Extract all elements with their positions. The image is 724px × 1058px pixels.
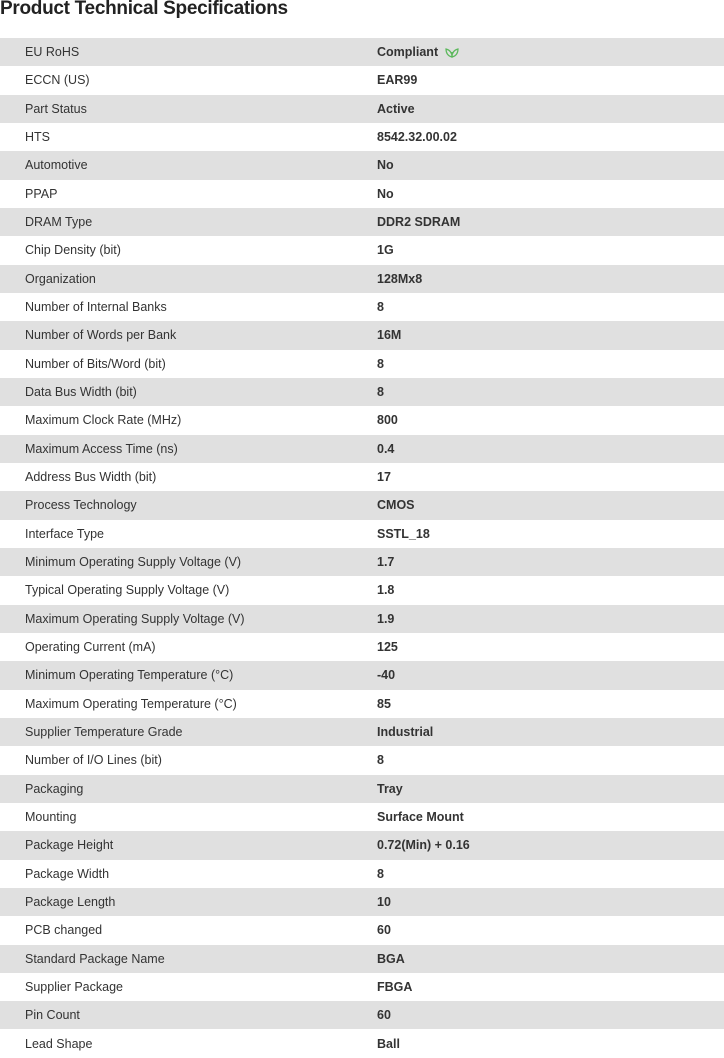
specifications-table <box>0 38 724 1058</box>
spec-value-text: Surface Mount <box>377 810 464 825</box>
spec-value <box>377 527 430 541</box>
spec-value <box>377 102 415 116</box>
spec-row <box>0 95 724 123</box>
spec-row <box>0 208 724 236</box>
spec-row <box>0 831 724 859</box>
spec-row <box>0 66 724 94</box>
spec-label: Supplier Package <box>25 979 123 994</box>
spec-value <box>377 73 417 87</box>
spec-value-text: 8542.32.00.02 <box>377 130 457 145</box>
spec-row <box>0 123 724 151</box>
spec-value-text: 17 <box>377 470 391 485</box>
spec-label: Packaging <box>25 781 84 796</box>
spec-value <box>377 442 394 456</box>
spec-value <box>377 1008 391 1022</box>
spec-row <box>0 718 724 746</box>
spec-value <box>377 810 464 824</box>
spec-row <box>0 690 724 718</box>
spec-value <box>377 753 384 767</box>
spec-value <box>377 1037 400 1051</box>
spec-label: Maximum Operating Supply Voltage (V) <box>25 611 245 626</box>
spec-value-text: Ball <box>377 1036 400 1051</box>
spec-value <box>377 187 394 201</box>
spec-value-text: 0.4 <box>377 441 395 456</box>
spec-label: Package Width <box>25 866 110 881</box>
spec-value-text: 8 <box>377 300 384 315</box>
spec-value-text: 1.9 <box>377 611 395 626</box>
spec-value <box>377 158 394 172</box>
spec-value-text: DDR2 SDRAM <box>377 215 461 230</box>
spec-value-text: 8 <box>377 866 384 881</box>
spec-row <box>0 576 724 604</box>
spec-label: Mounting <box>25 810 77 825</box>
spec-label: Pin Count <box>25 1008 80 1023</box>
spec-label: Number of Bits/Word (bit) <box>25 356 166 371</box>
spec-value-text: No <box>377 158 394 173</box>
spec-value-text: 85 <box>377 696 391 711</box>
spec-value-text: BGA <box>377 951 405 966</box>
spec-value <box>377 923 391 937</box>
spec-value <box>377 328 401 342</box>
spec-label: Lead Shape <box>25 1036 93 1051</box>
spec-value <box>377 385 384 399</box>
spec-row <box>0 775 724 803</box>
spec-label: Process Technology <box>25 498 137 513</box>
spec-row <box>0 888 724 916</box>
spec-value <box>377 300 384 314</box>
spec-value-text: No <box>377 186 394 201</box>
spec-label: Organization <box>25 271 96 286</box>
spec-row <box>0 265 724 293</box>
spec-row <box>0 236 724 264</box>
spec-row <box>0 633 724 661</box>
spec-label: DRAM Type <box>25 215 93 230</box>
spec-label: Maximum Clock Rate (MHz) <box>25 413 182 428</box>
spec-value-text: 16M <box>377 328 402 343</box>
spec-label: Automotive <box>25 158 88 173</box>
spec-row <box>0 945 724 973</box>
spec-value-text: 0.72(Min) + 0.16 <box>377 838 470 853</box>
spec-row <box>0 378 724 406</box>
spec-label: Chip Density (bit) <box>25 243 121 258</box>
spec-value-text: 1.8 <box>377 583 395 598</box>
spec-value-text: 60 <box>377 923 391 938</box>
spec-label: HTS <box>25 130 50 145</box>
spec-value <box>377 215 460 229</box>
spec-value-text: -40 <box>377 668 396 683</box>
spec-row <box>0 860 724 888</box>
spec-row <box>0 151 724 179</box>
page-title: Product Technical Specifications <box>0 0 288 19</box>
spec-value-text: FBGA <box>377 979 413 994</box>
spec-row <box>0 605 724 633</box>
spec-row <box>0 661 724 689</box>
spec-value-text: 8 <box>377 356 384 371</box>
spec-label: Number of Internal Banks <box>25 300 167 315</box>
spec-label: Operating Current (mA) <box>25 640 156 655</box>
spec-row <box>0 1029 724 1057</box>
spec-value-text: 1.7 <box>377 555 395 570</box>
spec-label: Maximum Operating Temperature (°C) <box>25 696 237 711</box>
spec-row <box>0 548 724 576</box>
spec-value <box>377 45 459 59</box>
spec-value <box>377 952 405 966</box>
spec-value <box>377 272 422 286</box>
spec-value-text: 128Mx8 <box>377 271 423 286</box>
spec-value-text: Tray <box>377 781 403 796</box>
spec-label: Supplier Temperature Grade <box>25 725 183 740</box>
leaf-icon <box>445 46 459 58</box>
spec-value-text: 8 <box>377 385 384 400</box>
spec-label: Minimum Operating Supply Voltage (V) <box>25 555 242 570</box>
spec-value <box>377 838 470 852</box>
spec-row <box>0 491 724 519</box>
spec-value-text: Industrial <box>377 725 434 740</box>
spec-value-text: 800 <box>377 413 398 428</box>
spec-value <box>377 697 391 711</box>
spec-row <box>0 435 724 463</box>
spec-value-text: 10 <box>377 895 391 909</box>
spec-value <box>377 470 391 484</box>
spec-value <box>377 583 394 597</box>
spec-value <box>377 498 415 512</box>
spec-value <box>377 640 398 654</box>
spec-row <box>0 463 724 491</box>
spec-row <box>0 293 724 321</box>
spec-value <box>377 243 394 257</box>
spec-value <box>377 555 394 569</box>
spec-value <box>377 668 395 682</box>
spec-label: PPAP <box>25 186 58 201</box>
spec-value-text: 125 <box>377 640 398 655</box>
spec-row <box>0 1001 724 1029</box>
spec-value <box>377 980 412 994</box>
spec-row <box>0 803 724 831</box>
spec-value <box>377 867 384 881</box>
spec-value-text: 60 <box>377 1008 391 1023</box>
spec-row <box>0 321 724 349</box>
spec-label: Typical Operating Supply Voltage (V) <box>25 583 230 598</box>
spec-label: ECCN (US) <box>25 73 90 88</box>
spec-value <box>377 357 384 371</box>
spec-row <box>0 973 724 1001</box>
spec-value-text: 1G <box>377 243 394 258</box>
spec-label: Part Status <box>25 101 87 116</box>
spec-label: Package Length <box>25 895 116 909</box>
spec-row <box>0 406 724 434</box>
spec-label: Address Bus Width (bit) <box>25 470 157 485</box>
spec-row <box>0 180 724 208</box>
spec-row <box>0 916 724 944</box>
spec-value <box>377 895 391 909</box>
spec-label: Standard Package Name <box>25 951 165 966</box>
spec-label: Minimum Operating Temperature (°C) <box>25 668 234 683</box>
spec-label: Maximum Access Time (ns) <box>25 441 178 456</box>
spec-label: PCB changed <box>25 923 103 938</box>
spec-label: Number of Words per Bank <box>25 328 177 343</box>
spec-value-text: Active <box>377 101 415 116</box>
spec-label: Data Bus Width (bit) <box>25 385 137 400</box>
spec-label: Number of I/O Lines (bit) <box>25 753 162 768</box>
spec-row <box>0 38 724 66</box>
spec-label: Package Height <box>25 838 114 853</box>
spec-row <box>0 350 724 378</box>
spec-value <box>377 413 398 427</box>
spec-value <box>377 130 457 144</box>
spec-value <box>377 782 403 796</box>
spec-label: EU RoHS <box>25 45 80 60</box>
spec-value-text: SSTL_18 <box>377 526 430 541</box>
spec-value <box>377 725 433 739</box>
spec-row <box>0 746 724 774</box>
spec-value-text: 8 <box>377 753 384 768</box>
spec-value-text: EAR99 <box>377 73 418 88</box>
spec-label: Interface Type <box>25 526 104 541</box>
spec-value-text: Compliant <box>377 45 439 60</box>
spec-row <box>0 520 724 548</box>
spec-value-text: CMOS <box>377 498 415 513</box>
spec-value <box>377 612 394 626</box>
